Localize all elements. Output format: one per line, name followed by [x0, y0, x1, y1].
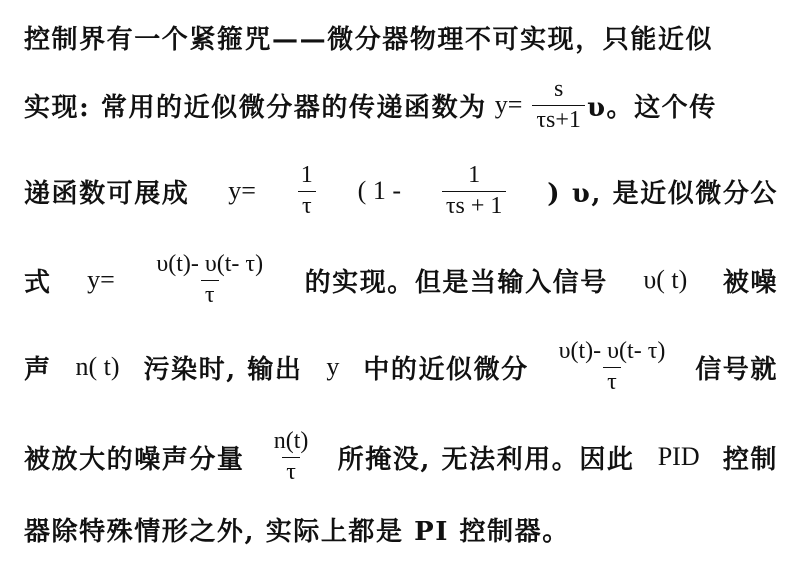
line7-text: 器除特殊情形之外, 实际上都是 PI 控制器。: [24, 516, 570, 547]
line5-part3: 中的近似微分: [363, 354, 529, 385]
line2-lead: 实现: 常用的近似微分器的传递函数为: [24, 92, 487, 123]
noise-symbol: n( t): [75, 352, 120, 381]
line3-middle: ( 1 -: [357, 176, 401, 205]
line4-middle: 的实现。但是当输入信号: [304, 267, 608, 298]
fraction-denominator: τ: [298, 191, 316, 219]
fraction-numerator: n(t): [273, 428, 309, 455]
text-line-4: [24, 251, 778, 308]
text-line-7: [24, 504, 778, 554]
fraction-numerator: υ(t)- υ(t- τ): [558, 338, 666, 365]
line6-lead: 被放大的噪声分量: [24, 444, 245, 475]
line5-lead: 声: [24, 354, 52, 385]
fraction-numerator: s: [554, 76, 564, 103]
line2-y: y=: [494, 90, 523, 119]
text-line-3: [24, 162, 778, 219]
fraction-denominator: τ: [282, 457, 300, 485]
pid-term: PID: [657, 442, 700, 471]
line5-part2: 污染时, 输出: [143, 354, 303, 385]
fraction-denominator: τ: [201, 280, 219, 308]
text-line-5: [24, 338, 778, 395]
line6-middle: 所掩没, 无法利用。因此: [337, 444, 635, 475]
fraction-numerator: 1: [468, 162, 481, 189]
line3-lead: 递函数可展成: [24, 178, 190, 209]
line4-y: y=: [87, 265, 115, 294]
line5-tail: 信号就: [695, 354, 778, 385]
text-line-2: [24, 76, 778, 133]
line4-lead: 式: [24, 267, 52, 298]
text-line-6: [24, 428, 778, 485]
line1-text: 控制界有一个紧箍咒——微分器物理不可实现，只能近似: [24, 24, 714, 55]
expansion-fraction-2: [442, 163, 507, 218]
line4-tail: 被噪: [722, 267, 778, 298]
line3-tail: ) υ, 是近似微分公: [547, 178, 778, 209]
fraction-numerator: υ(t)- υ(t- τ): [156, 251, 264, 278]
difference-quotient-fraction: [152, 252, 267, 307]
line3-y: y=: [228, 176, 256, 205]
fraction-denominator: τs + 1: [442, 191, 507, 219]
fraction-denominator: τ: [603, 367, 621, 395]
fraction-numerator: 1: [300, 162, 313, 189]
line2-tail: υ。这个传: [586, 92, 717, 123]
output-symbol: y: [326, 352, 340, 381]
noise-component-fraction: [270, 429, 313, 484]
input-signal-symbol: υ( t): [643, 265, 688, 294]
expansion-fraction-1: [297, 163, 317, 218]
transfer-function-fraction: [532, 77, 585, 132]
approx-derivative-fraction: [555, 339, 670, 394]
line6-tail: 控制: [722, 444, 778, 475]
text-line-1: [24, 12, 778, 62]
fraction-denominator: τs+1: [532, 105, 585, 133]
